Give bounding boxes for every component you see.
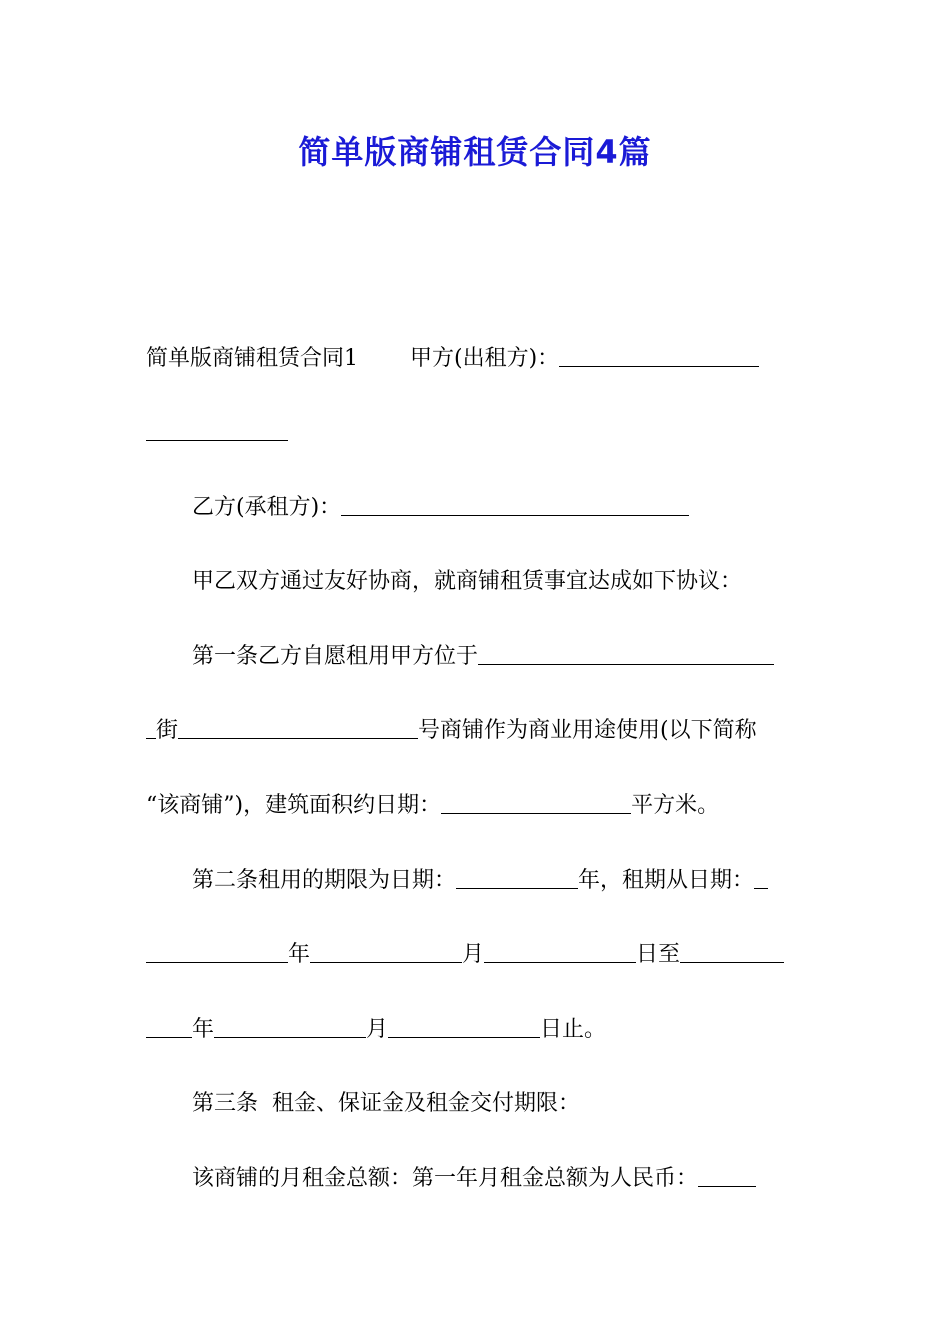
line-article-3 [192,1089,806,1119]
party-b-label: 乙方(承租方)： [192,495,342,520]
end-year-blank [680,940,784,963]
agreement-intro: 甲乙双方通过友好协商，就商铺租赁事宜达成如下协议： [192,569,743,594]
line-rent [192,1164,806,1194]
line-end-date [146,1015,806,1045]
start-month-label: 月 [462,942,485,967]
term-start-text: 年，租期从日期： [578,868,755,893]
rent-amount-blank [698,1164,756,1187]
area-unit: 平方米。 [631,793,720,818]
line-intro [192,567,806,597]
party-a-label: 甲方(出租方)： [410,346,560,371]
start-year-blank-continued [146,940,288,963]
line-article-1 [192,642,806,672]
line-heading-party-a [146,344,806,374]
party-b-blank [341,493,689,516]
line-article-2 [192,866,806,896]
start-month-blank [310,940,462,963]
street-label: 街 [156,718,179,743]
location-blank [478,642,774,665]
start-year-blank [754,866,768,889]
line-area [146,791,806,821]
line-party-b [192,493,806,523]
start-year-label: 年 [288,942,311,967]
contract-subheading: 简单版商铺租赁合同1 [146,346,358,371]
street-number-blank [178,716,418,739]
line-street [146,716,806,746]
end-month-label: 月 [366,1017,389,1042]
party-a-blank-continued [146,418,288,441]
article-1-text: 第一条乙方自愿租用甲方位于 [192,644,479,669]
document-title: 简单版商铺租赁合同4篇 [298,133,652,171]
shop-usage-text: 号商铺作为商业用途使用(以下简称 [418,718,757,743]
article-3-text: 第三条 租金、保证金及租金交付期限： [192,1091,580,1116]
end-year-blank-continued [146,1015,192,1038]
monthly-rent-text: 该商铺的月租金总额：第一年月租金总额为人民币： [192,1166,699,1191]
start-day-to-label: 日至 [636,942,681,967]
end-year-label: 年 [192,1017,215,1042]
location-blank-continued [146,716,156,739]
article-2-text: 第二条租用的期限为日期： [192,868,457,893]
shop-alias-area-text: “该商铺”)，建筑面积约日期： [146,793,442,818]
area-blank [441,791,631,814]
party-a-blank [559,344,759,367]
end-day-blank [388,1015,540,1038]
term-years-blank [456,866,578,889]
start-day-blank [484,940,636,963]
end-month-blank [214,1015,366,1038]
end-day-label: 日止。 [540,1017,607,1042]
line-party-a-continuation [146,418,806,448]
line-start-date [146,940,806,970]
